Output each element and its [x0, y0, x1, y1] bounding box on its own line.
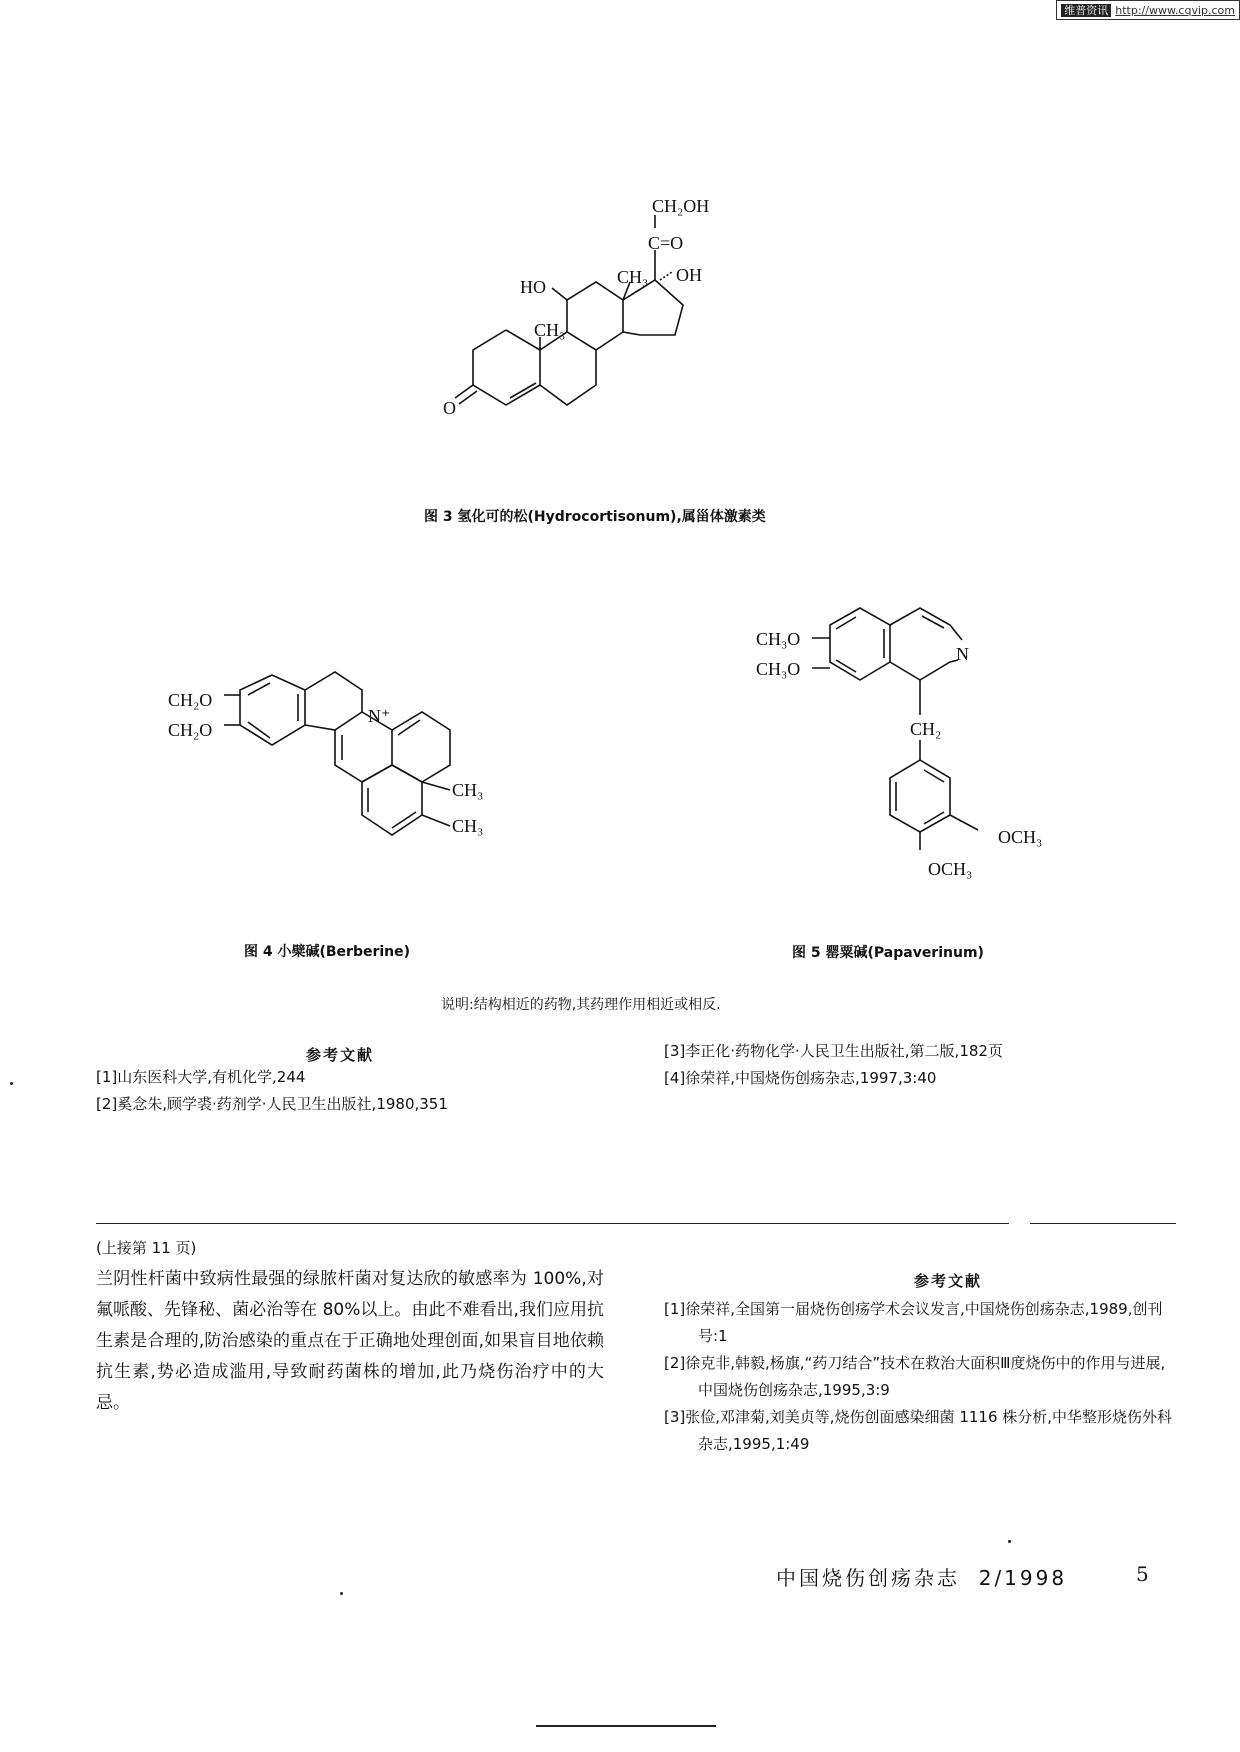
references-bottom-list	[664, 1296, 1176, 1458]
fig4-label-och3-a: CH₂O	[168, 690, 213, 710]
fig5-label-och3-a: CH₃O	[756, 629, 801, 649]
footer-journal	[776, 1562, 1067, 1591]
reference-item: [2]徐克非,韩毅,杨旗,“药刀结合”技术在救治大面积Ⅲ度烧伤中的作用与进展,中国烧伤创疡杂志,1995,3:9	[664, 1354, 1166, 1399]
divider-rule-left	[96, 1223, 1009, 1224]
reference-item: [3]张俭,邓津菊,刘美贞等,烧伤创面感染细菌 1116 株分析,中华整形烧伤外科杂志,1995,1:49	[664, 1408, 1173, 1453]
figure-5-structure	[750, 590, 1080, 890]
fig3-label-co: C=O	[648, 233, 684, 253]
papaverine-bonds	[812, 608, 978, 850]
figure-5-caption: 图 5 罂粟碱(Papaverinum)	[792, 945, 984, 961]
reference-item: [4]徐荣祥,中国烧伤创疡杂志,1997,3:40	[664, 1069, 937, 1087]
fig4-label-ch3-a: CH₃	[452, 780, 484, 800]
reference-item: [3]李正化·药物化学·人民卫生出版社,第二版,182页	[664, 1042, 1003, 1060]
fig5-label-och3-d: OCH₃	[928, 859, 973, 879]
references-bottom-heading: 参考文献	[914, 1272, 983, 1290]
fig5-label-n: N	[956, 644, 969, 664]
reference-item: [2]奚念朱,顾学裘·药剂学·人民卫生出版社,1980,351	[96, 1095, 448, 1113]
figure-3-structure	[440, 200, 820, 490]
continuation-label: (上接第 11 页)	[96, 1239, 197, 1257]
figure-4-caption: 图 4 小檗碱(Berberine)	[244, 944, 411, 960]
scan-dot	[10, 1082, 13, 1085]
footer-journal-name: 中国烧伤创疡杂志	[776, 1566, 960, 1590]
fig3-label-ho: HO	[520, 277, 546, 297]
watermark	[1056, 0, 1240, 20]
references-top-left	[96, 1064, 596, 1118]
references-top-right	[664, 1038, 1174, 1092]
fig3-label-o: O	[443, 398, 456, 418]
fig4-label-n: N⁺	[368, 706, 391, 726]
footer-bottom-rule	[536, 1725, 716, 1727]
continuation-text: 兰阴性杆菌中致病性最强的绿脓杆菌对复达欣的敏感率为 100%,对氟哌酸、先锋秘、菌必治等在 80%以上。由此不难看出,我们应用抗生素是合理的,防治感染的重点在于正确地处理创面,如果盲目地依赖抗生素,势必造成滥用,导致耐药菌株的增加,此乃烧伤治疗中的大忌。	[96, 1269, 604, 1413]
references-top-heading: 参考文献	[306, 1046, 375, 1064]
figure-4-structure	[160, 580, 540, 870]
figure-3-caption: 图 3 氢化可的松(Hydrocortisonum),属甾体激素类	[424, 509, 766, 525]
fig5-label-ch2: CH₂	[910, 719, 942, 739]
watermark-url[interactable]: http://www.cqvip.com	[1115, 4, 1235, 17]
figure-note: 说明:结构相近的药物,其药理作用相近或相反.	[441, 997, 721, 1013]
fig5-label-och3-b: CH₃O	[756, 659, 801, 679]
berberine-bonds	[224, 672, 450, 835]
scan-dot	[1008, 1540, 1011, 1543]
fig3-label-ch2oh: CH₂OH	[652, 200, 710, 216]
fig4-label-och3-b: CH₂O	[168, 720, 213, 740]
fig3-label-oh: OH	[676, 265, 702, 285]
fig5-label-och3-c: OCH₃	[998, 827, 1043, 847]
reference-item: [1]徐荣祥,全国第一届烧伤创疡学术会议发言,中国烧伤创疡杂志,1989,创刊号:1	[664, 1300, 1163, 1345]
footer-page-number: 5	[1136, 1562, 1149, 1586]
footer-issue: 2/1998	[978, 1566, 1068, 1590]
divider-rule-right	[1030, 1223, 1176, 1224]
fig3-label-ch3-mid: CH₃	[534, 320, 566, 340]
reference-item: [1]山东医科大学,有机化学,244	[96, 1068, 306, 1086]
scan-dot	[340, 1592, 343, 1595]
fig3-label-ch3-top: CH₃	[617, 267, 649, 287]
watermark-brand: 维普资讯	[1061, 4, 1111, 17]
fig4-label-ch3-b: CH₃	[452, 816, 484, 836]
